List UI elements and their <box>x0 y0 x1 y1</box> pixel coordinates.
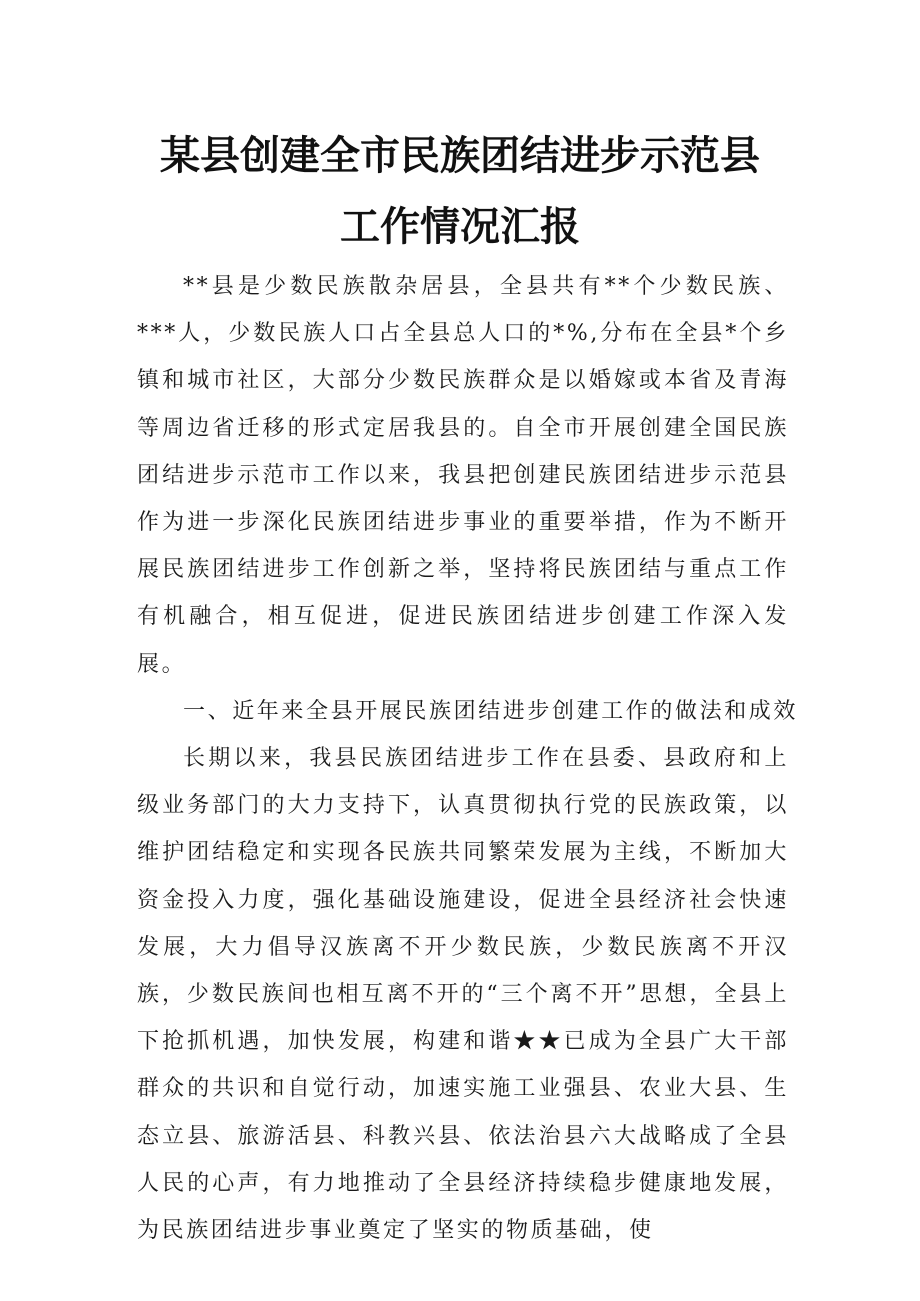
body-paragraph: 长期以来，我县民族团结进步工作在县委、县政府和上级业务部门的大力支持下，认真贯彻执行党的民族政策，以维护团结稳定和实现各民族共同繁荣发展为主线，不断加大资金投入力度，强化基础设施建设，促进全县经济社会快速发展，大力倡导汉族离不开少数民族，少数民族离不开汉族，少数民族间也相互离不开的“三个离不开”思想，全县上下抢抓机遇，加快发展，构建和谐★★已成为全县广大干部群众的共识和自觉行动，加速实施工业强县、农业大县、生态立县、旅游活县、科教兴县、依法治县六大战略成了全县人民的心声，有力地推动了全县经济持续稳步健康地发展，为民族团结进步事业奠定了坚实的物质基础，使 <box>137 746 789 1244</box>
document-body <box>137 263 799 1254</box>
section-heading: 一、近年来全县开展民族团结进步创建工作的做法和成效 <box>183 698 799 724</box>
intro-paragraph: **县是少数民族散杂居县，全县共有**个少数民族、***人，少数民族人口占全县总人口的*%,分布在全县*个乡镇和城市社区，大部分少数民族群众是以婚嫁或本省及青海等周边省迁移的形式定居我县的。自全市开展创建全国民族团结进步示范市工作以来，我县把创建民族团结进步示范县作为进一步深化民族团结进步事业的重要举措，作为不断开展民族团结进步工作创新之举，坚持将民族团结与重点工作有机融合，相互促进，促进民族团结进步创建工作深入发展。 <box>137 274 789 677</box>
document-title-line-1: 某县创建全市民族团结进步示范县 <box>160 133 760 179</box>
document-title-line-2: 工作情况汇报 <box>340 204 580 250</box>
